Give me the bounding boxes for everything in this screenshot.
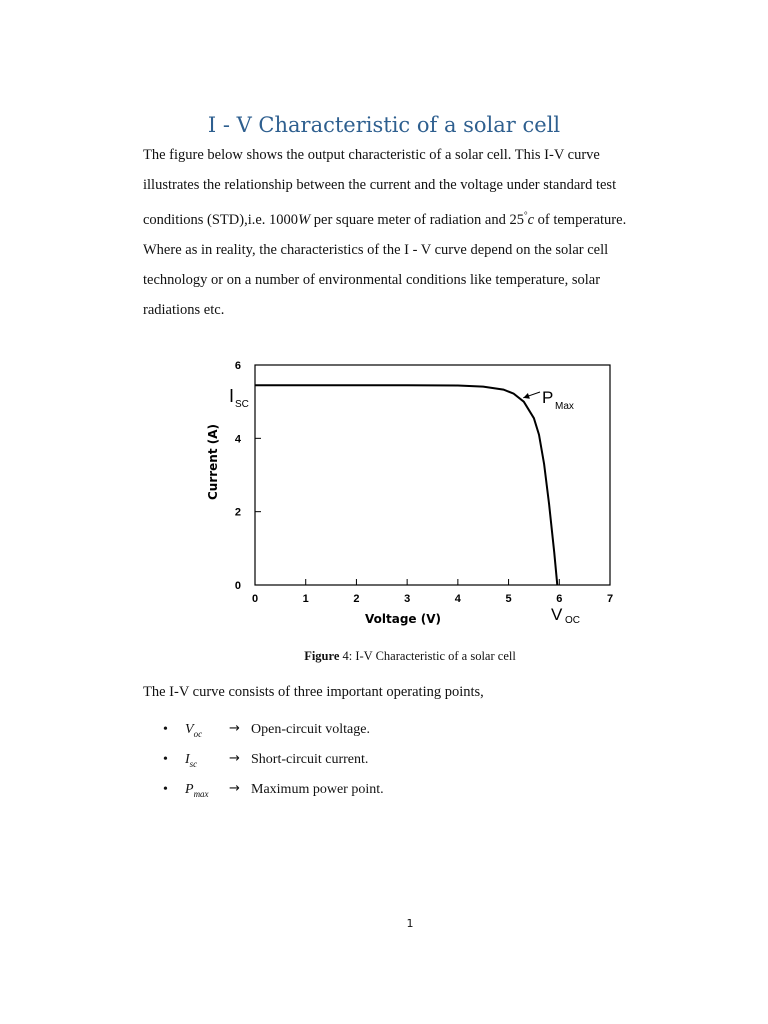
y-tick-label: 4	[234, 433, 241, 446]
pmax-main: P	[542, 388, 554, 407]
paragraph-text: per square meter of radiation and	[310, 212, 510, 228]
symbol-main: I	[185, 752, 190, 767]
watt-unit: W	[298, 212, 311, 228]
x-tick-label: 0	[251, 593, 259, 605]
paragraph-line: illustrates the relationship between the current and the voltage under standard test	[143, 177, 617, 193]
figure-caption	[0, 649, 768, 664]
point-description: Maximum power point.	[251, 782, 384, 797]
bullet-icon: •	[163, 752, 168, 767]
page-title: I - V Characteristic of a solar cell	[207, 113, 561, 137]
x-tick-label: 6	[556, 593, 563, 605]
y-tick-label: 2	[234, 506, 241, 519]
y-axis-title: Current (A)	[206, 423, 220, 501]
x-tick-label: 5	[505, 593, 512, 605]
degree-symbol: °	[523, 210, 528, 220]
voc-label	[551, 605, 580, 626]
bullet-icon: •	[163, 782, 168, 797]
symbol-sub: oc	[193, 728, 203, 739]
voc-sub: OC	[565, 615, 580, 626]
symbol-sub: max	[193, 788, 209, 799]
symbol-sub: sc	[189, 758, 198, 769]
pmax-sub: Max	[555, 401, 574, 412]
y-tick-label: 0	[234, 580, 241, 592]
symbol-main: P	[185, 782, 194, 797]
point-symbol	[185, 782, 209, 799]
paragraph-line: radiations etc.	[143, 302, 225, 318]
right-arrow-icon: →	[229, 751, 240, 766]
point-description: Short-circuit current.	[251, 752, 369, 767]
right-arrow-icon: →	[229, 781, 240, 796]
plot-frame	[255, 365, 610, 585]
x-tick-label: 4	[454, 593, 461, 605]
voc-main: V	[551, 605, 563, 624]
pmax-arrowhead	[523, 393, 530, 399]
paragraph-line	[143, 200, 663, 235]
isc-main: I	[229, 386, 235, 406]
paragraph-line: technology or on a number of environmental conditions like temperature, solar	[143, 272, 601, 288]
point-symbol	[185, 752, 197, 769]
celsius-unit: c	[527, 212, 534, 228]
x-tick-label: 1	[302, 593, 309, 605]
paragraph-line: The figure below shows the output characteristic of a solar cell. This I-V curve	[143, 147, 600, 163]
isc-label	[229, 386, 249, 410]
y-tick-label: 6	[234, 360, 241, 372]
paragraph-text: conditions (STD),i.e. 1000	[143, 212, 299, 228]
pmax-label	[523, 388, 574, 412]
x-tick-label: 3	[404, 593, 411, 605]
x-axis-title: Voltage (V)	[365, 612, 441, 626]
intro-paragraph	[143, 140, 663, 325]
paragraph-line: Where as in reality, the characteristics of the I - V curve depend on the solar cell	[143, 242, 609, 258]
caption-label: Figure	[304, 649, 340, 663]
iv-curve	[255, 385, 557, 585]
x-tick-label: 7	[606, 593, 614, 605]
points-intro: The I-V curve consists of three important operating points,	[143, 684, 484, 700]
point-symbol	[185, 722, 202, 739]
temperature-value: 25	[509, 212, 524, 228]
right-arrow-icon: →	[229, 721, 240, 736]
paragraph-text: of temperature.	[534, 212, 627, 228]
y-axis-ticks	[235, 360, 261, 592]
iv-chart	[195, 355, 635, 635]
symbol-main: V	[185, 722, 194, 737]
point-description: Open-circuit voltage.	[251, 722, 370, 737]
x-tick-label: 2	[353, 593, 360, 605]
x-axis-ticks	[252, 579, 613, 605]
bullet-icon: •	[163, 722, 168, 737]
isc-sub: SC	[235, 399, 249, 410]
caption-text: 4: I-V Characteristic of a solar cell	[339, 649, 516, 663]
page-number: 1	[406, 917, 414, 930]
